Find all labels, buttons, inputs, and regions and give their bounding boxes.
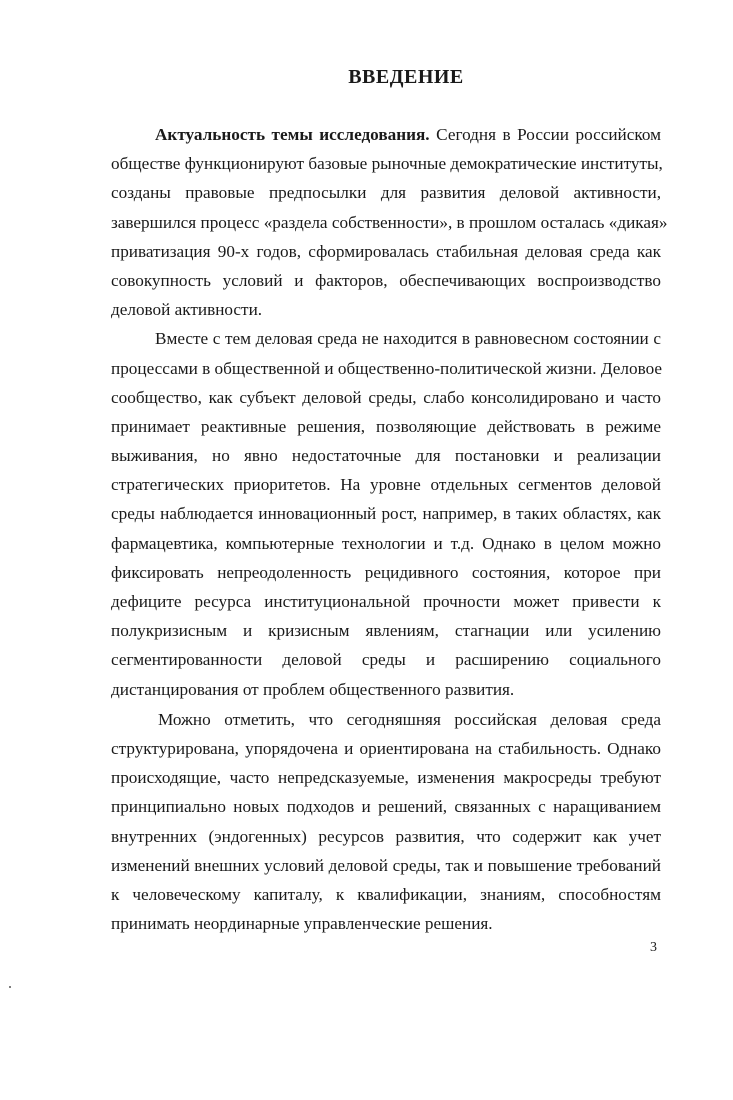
paragraph-3-line: происходящие, часто непредсказуемые, изменения макросреды требуют (111, 768, 661, 788)
paragraph-2-line: выживания, но явно недостаточные для постановки и реализации (111, 446, 661, 466)
paragraph-2-line: полукризисным и кризисным явлениям, стагнации или усилению (111, 621, 661, 641)
paragraph-1-line: приватизация 90-х годов, сформировалась стабильная деловая среда как (111, 241, 661, 261)
paragraph-2-line: дефиците ресурса институциональной прочности может привести к (111, 592, 661, 611)
paragraph-2-line: фиксировать непреодоленность рецидивного состояния, которое при (111, 562, 661, 582)
paragraph-2-line: дистанцирования от проблем общественного развития. (111, 679, 515, 699)
paragraph-3-line: принимать неординарные управленческие решения. (111, 914, 493, 934)
lead-bold-phrase: Актуальность темы исследования. (155, 125, 430, 144)
paragraph-2-line: сообщество, как субъект деловой среды, слабо консолидировано и часто (111, 387, 661, 407)
paragraph-3-line: структурирована, упорядочена и ориентирована на стабильность. Однако (111, 738, 661, 758)
paragraph-1-line: совокупность условий и факторов, обеспечивающих воспроизводство (111, 270, 661, 290)
paragraph-3-line: изменений внешних условий деловой среды, так и повышение требований (111, 855, 661, 875)
paragraph-2-line: процессами в общественной и общественно-политической жизни. Деловое (111, 358, 662, 378)
paragraph-2-line: Вместе с тем деловая среда не находится в равновесном состоянии с (155, 329, 661, 349)
paragraph-3-line: внутренних (эндогенных) ресурсов развития, что содержит как учет (111, 826, 661, 846)
paragraph-2-line: фармацевтика, компьютерные технологии и т.д. Однако в целом можно (111, 533, 661, 553)
paragraph-2-line: сегментированности деловой среды и расширению социального (111, 650, 661, 670)
paragraph-1-line: созданы правовые предпосылки для развития деловой активности, (111, 183, 661, 203)
paragraph-2-line: принимает реактивные решения, позволяющие действовать в режиме (111, 416, 661, 436)
paragraph-1-line-1 (111, 120, 661, 149)
paragraph-1-line: деловой активности. (111, 300, 263, 320)
paragraph-2-line: среды наблюдается инновационный рост, например, в таких областях, как (111, 504, 661, 524)
paragraph-3-line: к человеческому капиталу, к квалификации, знаниям, способностям (111, 884, 661, 904)
paragraph-3-line: Можно отметить, что сегодняшняя российская деловая среда (158, 709, 661, 729)
body-text (111, 120, 668, 938)
scan-speck (9, 986, 11, 988)
paragraph-1-line: обществе функционируют базовые рыночные демократические институты, (111, 154, 663, 174)
paragraph-2-line: стратегических приоритетов. На уровне отдельных сегментов деловой (111, 475, 661, 495)
paragraph-3-line: принципиально новых подходов и решений, связанных с наращиванием (111, 797, 661, 817)
paragraph-1-line: завершился процесс «раздела собственности», в прошлом осталась «дикая» (111, 212, 668, 232)
lead-rest: Сегодня в России российском (436, 125, 662, 144)
section-title: ВВЕДЕНИЕ (348, 66, 464, 88)
page-number: 3 (650, 940, 657, 955)
